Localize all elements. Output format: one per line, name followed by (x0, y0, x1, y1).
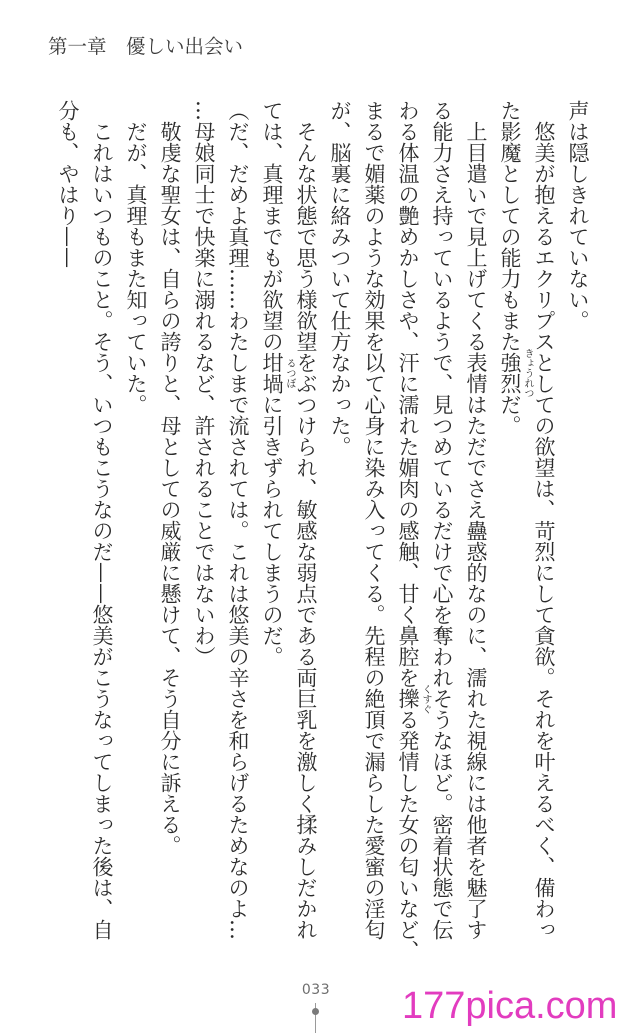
text-segment: た影魔としての能力もまた (498, 100, 522, 352)
ruby-base: 強烈 (498, 352, 522, 394)
text-column-07: まるで媚薬のような効果を以て心身に染み入ってくる。先程の絶頂で漏らした愛蜜の淫匂 (362, 100, 386, 940)
text-column-03 (493, 100, 533, 980)
text-column-12: …母娘同士で快楽に溺れるなど、許されることではないわ） (192, 100, 216, 667)
ruby-group (396, 683, 431, 714)
text-column-01: 声は隠しきれていない。 (566, 100, 590, 331)
text-column-13: 敬虔な聖女は、自らの誇りと、母としての威厳に懸けて、そう自分に訴える。 (158, 121, 182, 856)
text-column-16: 分も、やはり—— (56, 100, 80, 268)
ruby-reading: るつぼ (284, 358, 295, 388)
text-segment: に引きずられてしまうのだ。 (260, 394, 284, 667)
vertical-text-body (51, 100, 595, 980)
page-marker-dot (312, 1008, 319, 1015)
text-column-08: が、脳裏に絡みついて仕方なかった。 (328, 100, 352, 457)
text-column-11: （だ、だめよ真理……わたしまで流されては。これは悠美の辛さを和らげるためなのよ… (226, 100, 250, 940)
ruby-reading: きょうれつ (522, 348, 533, 398)
ruby-base: 坩堝 (260, 352, 284, 394)
text-column-06 (391, 100, 431, 980)
text-segment: ては、真理までもが欲望の (260, 100, 284, 352)
chapter-title: 第一章 優しい出会い (48, 35, 244, 58)
page-number: 033 (301, 982, 331, 998)
text-column-15: これはいつものこと。そう、いつもこうなのだ——悠美がこうなってしまった後は、自 (90, 121, 114, 940)
text-column-14: だが、真理もまた知っていた。 (124, 121, 148, 415)
text-segment: わる体温の艶めかしさや、汗に濡れた媚肉の感触、甘く鼻腔を (396, 100, 420, 688)
text-column-10 (255, 100, 295, 980)
text-column-09: そんな状態で思う様欲望をぶつけられ、敏感な弱点である両巨乳を激しく揉みしだかれ (294, 121, 318, 940)
text-column-02: 悠美が抱えるエクリプスとしての欲望は、苛烈にして貪欲。それを叶えるべく、備わっ (532, 121, 556, 940)
text-segment: る発情した女の匂いなど、 (396, 709, 420, 961)
text-segment: だ。 (498, 394, 522, 436)
ruby-reading: くすぐ (420, 683, 431, 714)
text-column-05: る能力さえ持っているようで、見つめているだけで心を奪われそうなほど。密着状態で伝 (430, 100, 454, 940)
watermark: 177pica.com (402, 985, 618, 1027)
ruby-group (260, 352, 295, 394)
text-column-04: 上目遣いで見上げてくる表情はただでさえ蠱惑的なのに、濡れた視線には他者を魅了す (464, 121, 488, 940)
ruby-base: 擽 (396, 688, 420, 709)
ruby-group (498, 348, 533, 398)
